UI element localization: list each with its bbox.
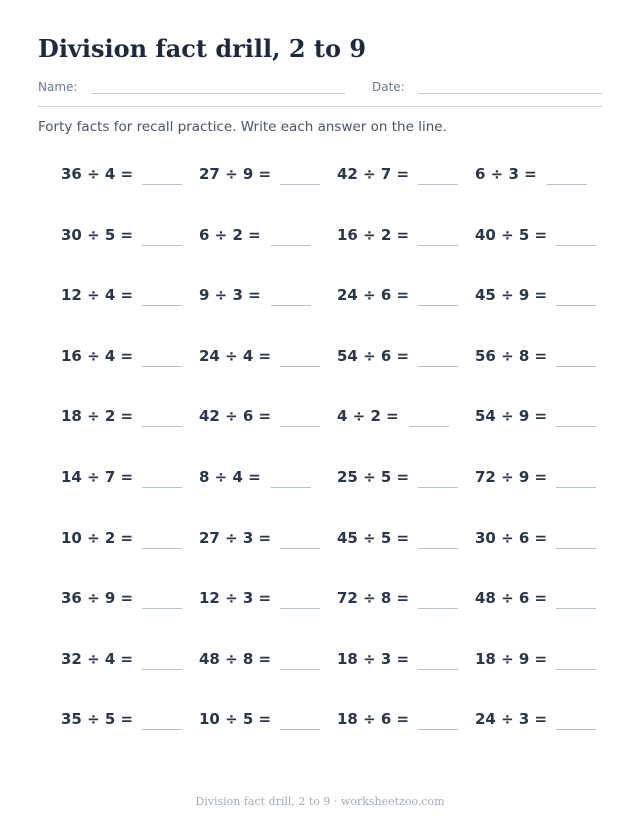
answer-line[interactable] <box>280 548 320 549</box>
problem-expression: 24 ÷ 3 = <box>475 710 548 729</box>
problem-item <box>475 405 613 431</box>
problem-expression: 40 ÷ 5 = <box>475 225 548 244</box>
answer-line[interactable] <box>280 729 320 730</box>
answer-line[interactable] <box>142 487 182 488</box>
problem-expression: 6 ÷ 3 = <box>475 165 537 183</box>
answer-line[interactable] <box>556 729 596 730</box>
problem-item <box>199 708 337 734</box>
problem-item <box>61 345 199 371</box>
problem-expression: 12 ÷ 3 = <box>199 589 272 608</box>
problem-expression: 36 ÷ 4 = <box>61 165 134 183</box>
problem-item <box>337 648 475 674</box>
problem-expression: 16 ÷ 2 = <box>337 225 410 244</box>
answer-line[interactable] <box>556 245 596 246</box>
problem-item <box>475 527 613 553</box>
problem-expression: 72 ÷ 8 = <box>337 589 410 608</box>
problem-item <box>337 405 475 431</box>
answer-line[interactable] <box>547 184 587 185</box>
problem-item <box>61 405 199 431</box>
problem-item <box>61 587 199 613</box>
answer-line[interactable] <box>418 366 458 367</box>
problem-item <box>199 284 337 310</box>
problem-expression: 10 ÷ 5 = <box>199 710 272 729</box>
problem-item <box>61 708 199 734</box>
problem-expression: 48 ÷ 6 = <box>475 589 548 608</box>
name-label: Name: <box>38 80 78 94</box>
problem-item <box>199 587 337 613</box>
problem-expression: 30 ÷ 5 = <box>61 225 134 244</box>
problem-item <box>199 405 337 431</box>
problem-item <box>337 345 475 371</box>
problem-expression: 12 ÷ 4 = <box>61 286 134 305</box>
answer-line[interactable] <box>418 245 458 246</box>
problem-expression: 18 ÷ 9 = <box>475 649 548 668</box>
answer-line[interactable] <box>271 487 311 488</box>
problem-item <box>199 224 337 250</box>
problem-expression: 30 ÷ 6 = <box>475 528 548 547</box>
problem-item <box>475 587 613 613</box>
page-title: Division fact drill, 2 to 9 <box>38 34 367 63</box>
problem-expression: 18 ÷ 3 = <box>337 649 410 668</box>
problem-item <box>337 708 475 734</box>
problem-item <box>475 708 613 734</box>
answer-line[interactable] <box>280 184 320 185</box>
problem-item <box>61 648 199 674</box>
problem-expression: 6 ÷ 2 = <box>199 225 261 244</box>
problem-expression: 10 ÷ 2 = <box>61 528 134 547</box>
answer-line[interactable] <box>142 729 182 730</box>
answer-line[interactable] <box>142 548 182 549</box>
answer-line[interactable] <box>418 305 458 306</box>
problem-expression: 72 ÷ 9 = <box>475 468 548 486</box>
problem-expression: 42 ÷ 7 = <box>337 165 410 183</box>
problem-item <box>199 163 337 189</box>
problem-item <box>475 648 613 674</box>
problem-item <box>61 224 199 250</box>
answer-line[interactable] <box>142 669 182 670</box>
problem-item <box>475 224 613 250</box>
answer-line[interactable] <box>142 184 182 185</box>
problem-expression: 45 ÷ 9 = <box>475 286 548 305</box>
answer-line[interactable] <box>556 608 596 609</box>
problem-item <box>475 466 613 492</box>
problem-item <box>337 163 475 189</box>
answer-line[interactable] <box>556 305 596 306</box>
problem-expression: 25 ÷ 5 = <box>337 468 410 486</box>
problem-expression: 18 ÷ 2 = <box>61 407 134 426</box>
problem-item <box>475 163 613 189</box>
answer-line[interactable] <box>418 548 458 549</box>
answer-line[interactable] <box>271 305 311 306</box>
problem-item <box>337 284 475 310</box>
problem-item <box>61 163 199 189</box>
answer-line[interactable] <box>142 366 182 367</box>
problem-item <box>61 527 199 553</box>
date-label: Date: <box>372 80 405 94</box>
instructions: Forty facts for recall practice. Write each answer on the line. <box>38 119 447 135</box>
answer-line[interactable] <box>280 366 320 367</box>
answer-line[interactable] <box>142 426 182 427</box>
problem-item <box>337 224 475 250</box>
problem-expression: 24 ÷ 6 = <box>337 286 410 305</box>
answer-line[interactable] <box>556 548 596 549</box>
problem-item <box>61 466 199 492</box>
problem-item <box>199 527 337 553</box>
problem-expression: 27 ÷ 3 = <box>199 528 272 547</box>
problem-item <box>337 527 475 553</box>
problem-expression: 27 ÷ 9 = <box>199 165 272 183</box>
problem-expression: 14 ÷ 7 = <box>61 468 134 486</box>
answer-line[interactable] <box>271 245 311 246</box>
problem-expression: 9 ÷ 3 = <box>199 286 261 305</box>
problem-expression: 56 ÷ 8 = <box>475 346 548 365</box>
problem-item <box>199 648 337 674</box>
problem-expression: 36 ÷ 9 = <box>61 589 134 608</box>
problem-expression: 42 ÷ 6 = <box>199 407 272 426</box>
answer-line[interactable] <box>280 669 320 670</box>
answer-line[interactable] <box>409 426 449 427</box>
answer-line[interactable] <box>418 608 458 609</box>
problem-expression: 35 ÷ 5 = <box>61 710 134 729</box>
problem-expression: 4 ÷ 2 = <box>337 407 399 426</box>
answer-line[interactable] <box>142 608 182 609</box>
problem-item <box>199 466 337 492</box>
answer-line[interactable] <box>556 426 596 427</box>
problem-item <box>61 284 199 310</box>
problem-expression: 54 ÷ 9 = <box>475 407 548 426</box>
answer-line[interactable] <box>418 669 458 670</box>
answer-line[interactable] <box>142 305 182 306</box>
answer-line[interactable] <box>556 487 596 488</box>
problem-expression: 24 ÷ 4 = <box>199 346 272 365</box>
problem-item <box>475 284 613 310</box>
answer-line[interactable] <box>418 729 458 730</box>
answer-line[interactable] <box>280 608 320 609</box>
problem-expression: 54 ÷ 6 = <box>337 346 410 365</box>
answer-line[interactable] <box>418 487 458 488</box>
answer-line[interactable] <box>142 245 182 246</box>
problem-item <box>337 466 475 492</box>
problem-item <box>199 345 337 371</box>
answer-line[interactable] <box>418 184 458 185</box>
answer-line[interactable] <box>280 426 320 427</box>
problem-expression: 32 ÷ 4 = <box>61 649 134 668</box>
problem-expression: 8 ÷ 4 = <box>199 468 261 486</box>
problem-expression: 16 ÷ 4 = <box>61 346 134 365</box>
problem-expression: 48 ÷ 8 = <box>199 649 272 668</box>
answer-line[interactable] <box>556 669 596 670</box>
problem-item <box>337 587 475 613</box>
problem-expression: 45 ÷ 5 = <box>337 528 410 547</box>
problem-expression: 18 ÷ 6 = <box>337 710 410 729</box>
problem-item <box>475 345 613 371</box>
answer-line[interactable] <box>556 366 596 367</box>
footer: Division fact drill, 2 to 9 · worksheetzoo.com <box>195 795 445 808</box>
